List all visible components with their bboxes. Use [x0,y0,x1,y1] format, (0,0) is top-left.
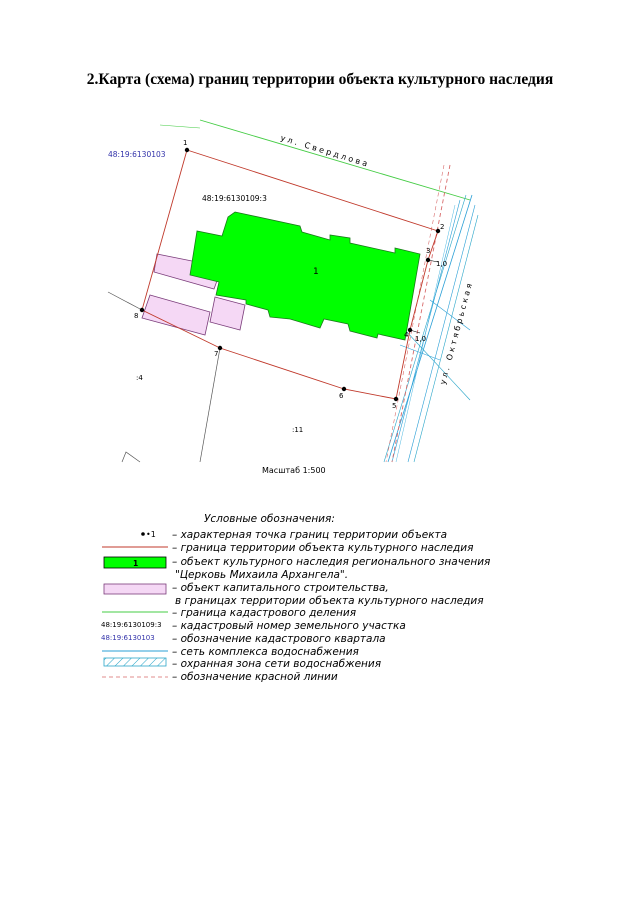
distance-label-1: 1,0 [436,260,448,268]
point-label-6: 6 [339,392,344,400]
object-number-label: 1 [313,267,319,277]
point-6 [342,387,346,391]
legend-text-6: – граница кадастрового деления [172,607,357,619]
legend-text-10: – охранная зона сети водоснабжения [172,658,382,670]
point-label-8: 8 [134,312,139,320]
point-label-2: 2 [440,223,445,231]
legend-text-3: "Церковь Михаила Архангела". [175,569,349,581]
scale-label: Масштаб 1:500 [262,466,326,475]
legend-zone-symbol [104,658,166,666]
legend-text-0: – характерная точка границ территории объекта [172,529,448,541]
legend-heading: Условные обозначения: [204,513,335,525]
quarter-number-label: 48:19:6130103 [108,150,166,159]
point-label-1: 1 [183,139,188,147]
street-label-oktyabrskaya: ул. Октябрьская [438,280,475,386]
legend-text-2: – объект культурного наследия регионального значения [172,556,491,568]
legend-text-9: – сеть комплекса водоснабжения [172,646,359,658]
point-label-5: 5 [392,402,397,410]
legend-capital-symbol [104,584,166,594]
street-label-sverdlova: ул. Свердлова [279,133,371,170]
distance-label-2: 1,0 [415,335,427,343]
legend-text-7: – кадастровый номер земельного участка [172,620,406,632]
parcel-label-11: :11 [292,426,304,434]
parcel-number-label: 48:19:6130109:3 [202,194,267,203]
legend-point-symbol [141,532,145,536]
legend [101,513,490,683]
point-label-7: 7 [214,350,219,358]
point-8 [140,308,144,312]
legend-quarter-number-symbol: 48:19:6130103 [101,634,155,642]
point-1 [185,148,189,152]
point-label-4: 4 [404,331,409,339]
page-title: 2.Карта (схема) границ территории объекта культурного наследия [86,71,554,88]
legend-text-4: – объект капитального строительства, [172,582,389,594]
point-label-3: 3 [426,247,431,255]
legend-text-5: в границах территории объекта культурного наследия [175,595,484,607]
point-5 [394,397,398,401]
legend-object-symbol-label: 1 [133,559,139,568]
parcel-label-4: :4 [136,374,143,382]
legend-text-1: – граница территории объекта культурного наследия [172,542,474,554]
legend-text-11: – обозначение красной линии [172,671,338,683]
legend-point-symbol-label: •1 [146,530,156,539]
legend-text-8: – обозначение кадастрового квартала [172,633,386,645]
cadastral-division-lines [160,120,470,200]
legend-parcel-number-symbol: 48:19:6130109:3 [101,621,162,629]
